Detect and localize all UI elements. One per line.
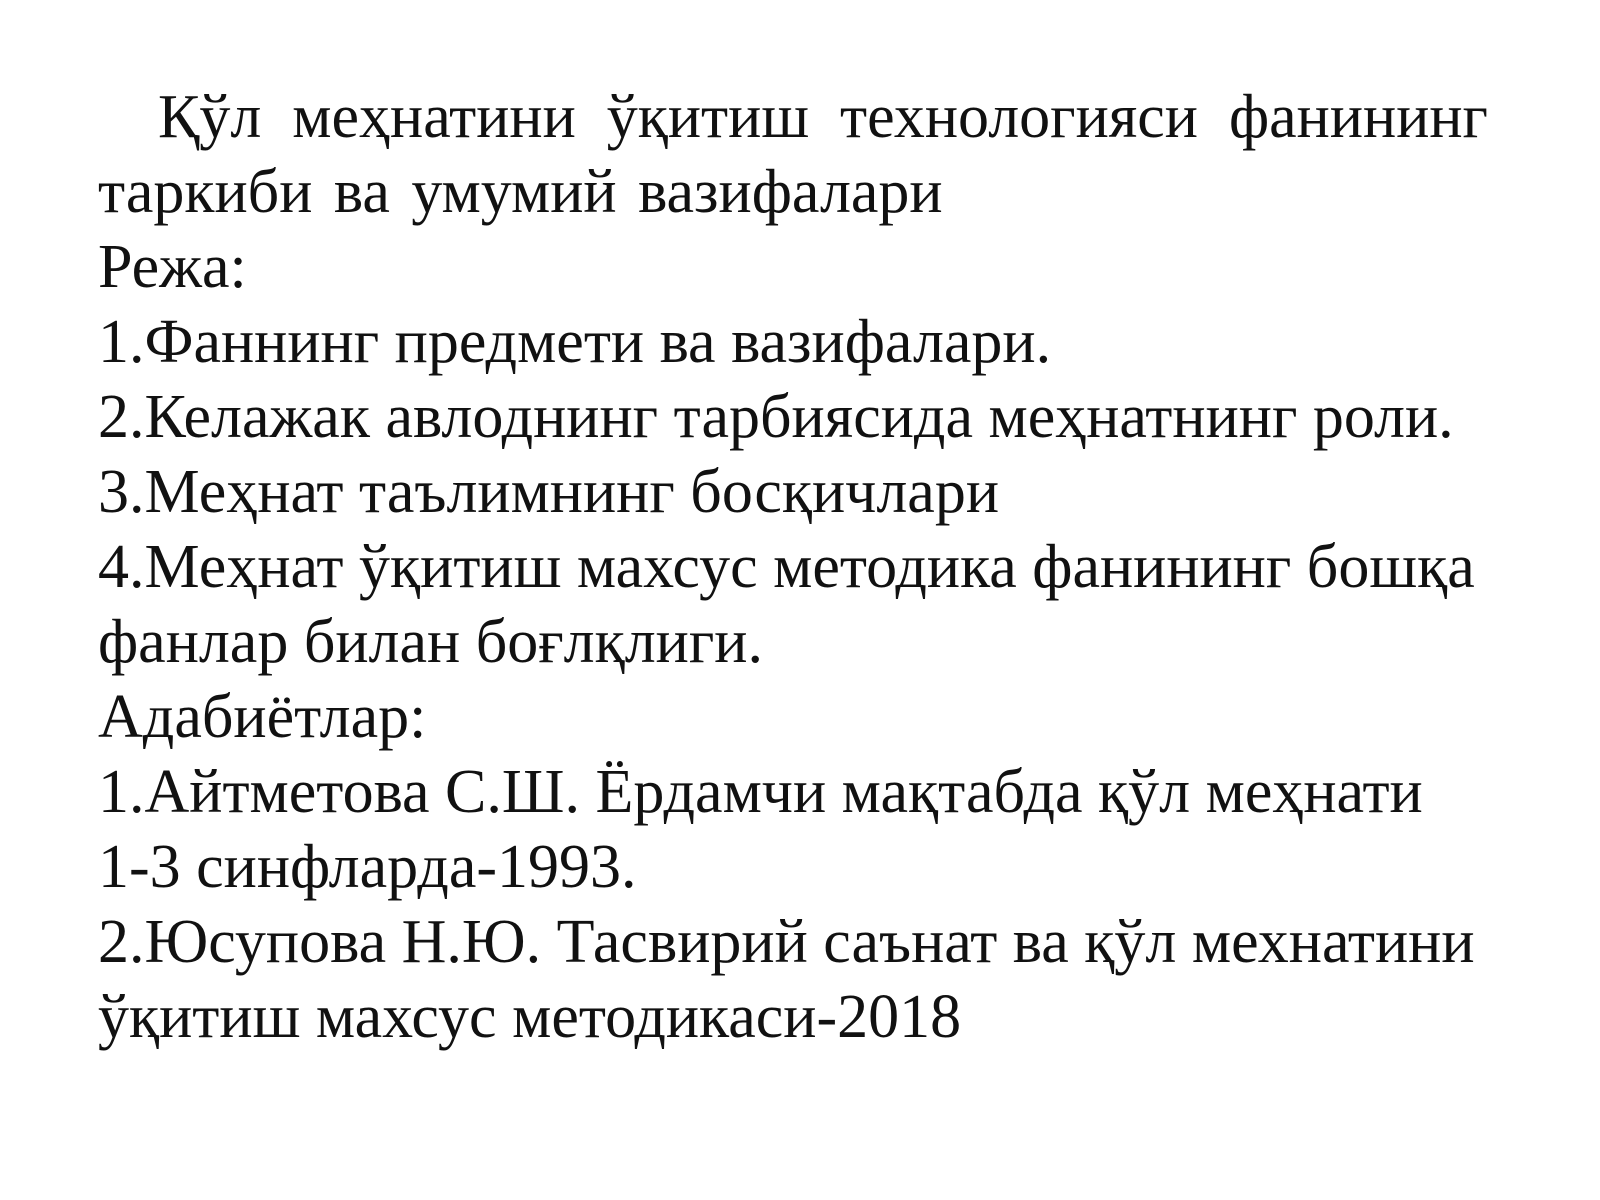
plan-item: 2.Келажак авлоднинг тарбиясида меҳнатнинг роли.	[98, 383, 1454, 451]
plan-section	[98, 230, 1488, 680]
slide-title: Қўл меҳнатини ўқитиш технологияси фанининг таркиби ва умумий вазифалари	[98, 83, 1488, 226]
plan-item: 1.Фаннинг предмети ва вазифалари.	[98, 308, 1052, 376]
plan-item: 3.Меҳнат таълимнинг босқичлари	[98, 458, 999, 526]
literature-heading: Адабиётлар:	[98, 683, 427, 751]
plan-heading: Режа:	[98, 233, 247, 301]
literature-item: 2.Юсупова Н.Ю. Тасвирий саънат ва қўл мехнатини ўқитиш махсус методикаси-2018	[98, 908, 1475, 1051]
literature-item: 1.Айтметова С.Ш. Ёрдамчи мақтабда қўл меҳнати 1-3 синфларда-1993.	[98, 758, 1423, 901]
plan-item: 4.Меҳнат ўқитиш махсус методика фанининг бошқа фанлар билан боғлқлиги.	[98, 533, 1475, 676]
literature-section	[98, 680, 1488, 1055]
literature-list	[98, 755, 1488, 1055]
plan-list	[98, 305, 1488, 680]
slide-content	[98, 80, 1488, 1055]
